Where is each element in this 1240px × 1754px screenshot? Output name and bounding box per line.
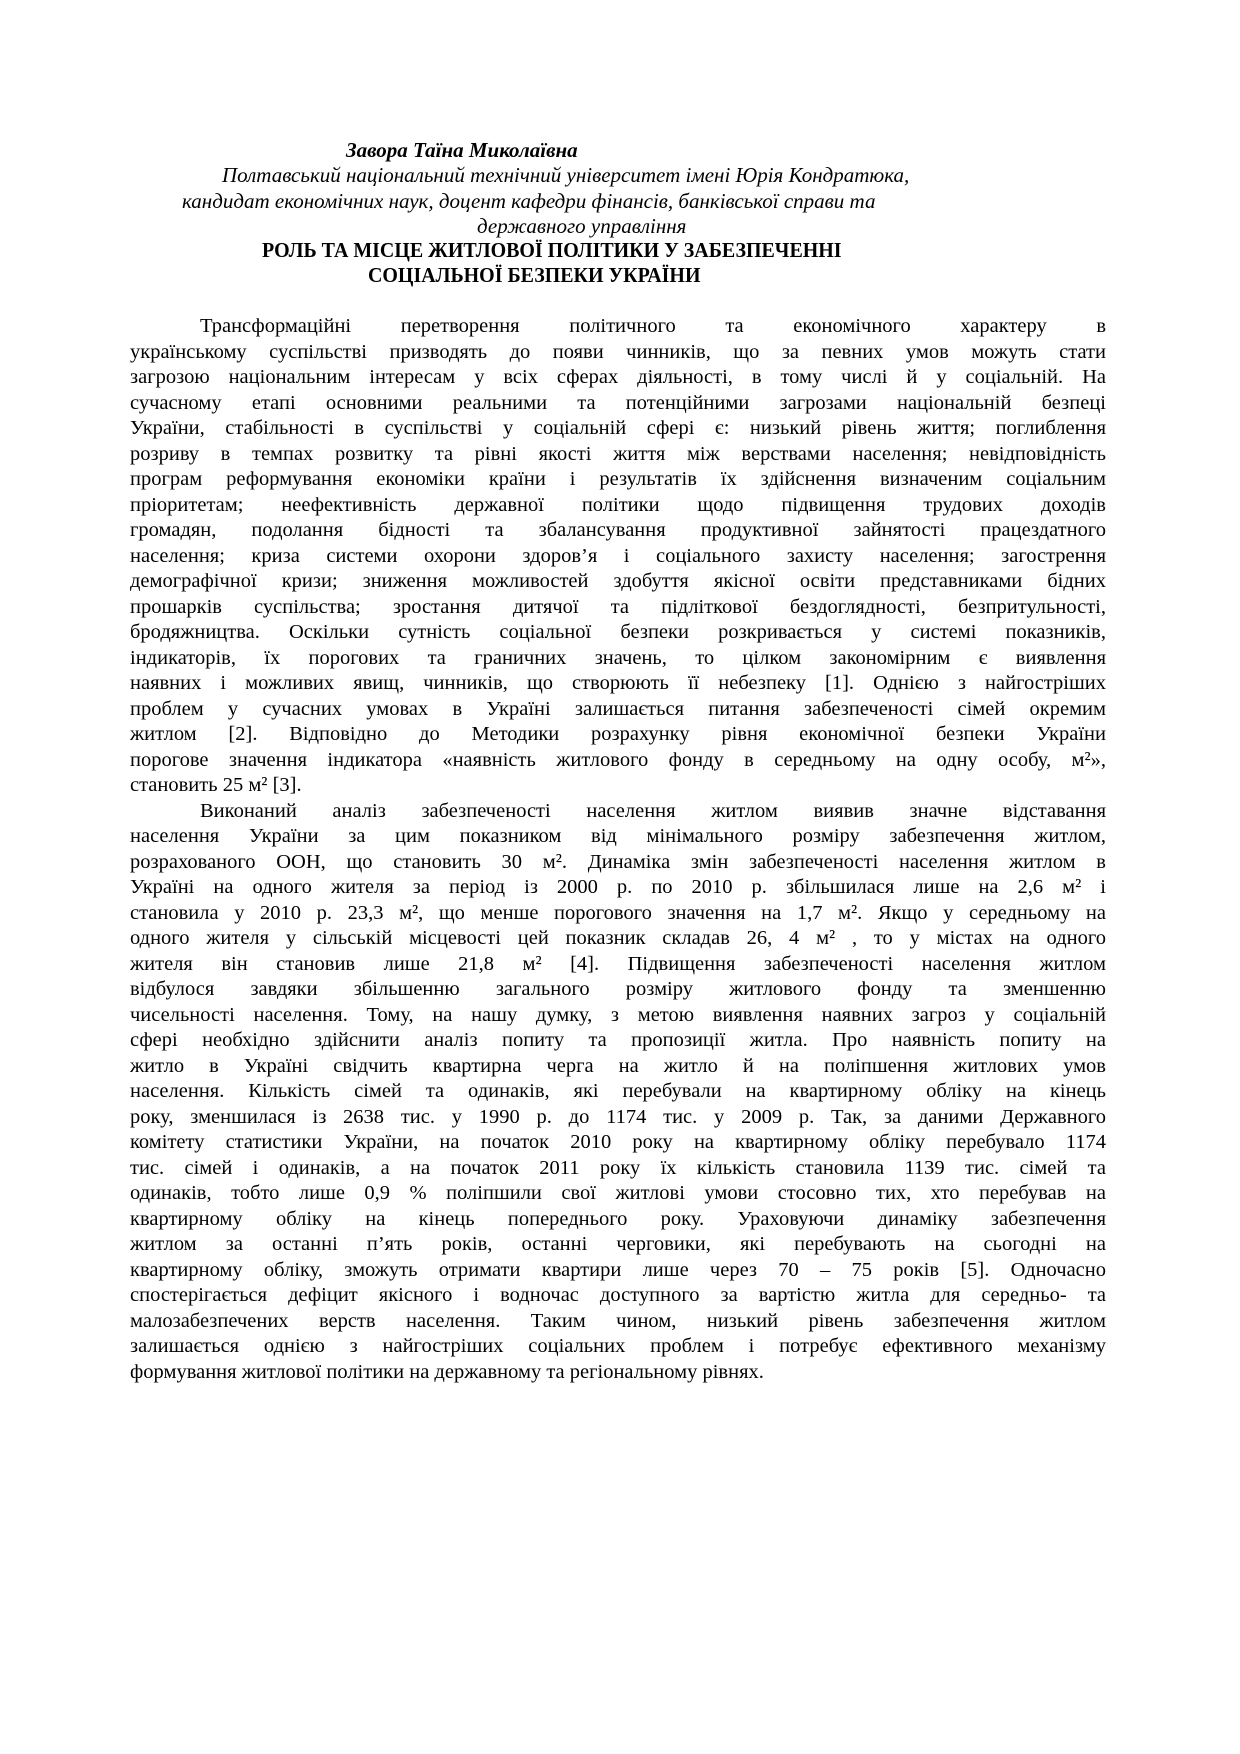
- text-line: квартирному обліку на кінець попереднього року. Ураховуючи динаміку забезпечення: [130, 1207, 1106, 1230]
- text-line: Трансформаційні перетворення політичного та економічного характеру в: [200, 315, 1106, 337]
- text-line: українському суспільстві призводять до появи чинників, що за певних умов можуть стати: [130, 340, 1106, 363]
- text-line: населення; криза системи охорони здоров’я і соціального захисту населення; загострення: [130, 544, 1106, 567]
- text-line: бродяжництва. Оскільки сутність соціальної безпеки розкривається у системі показників,: [130, 621, 1106, 643]
- text-line: прошарків суспільства; зростання дитячої та підліткової бездоглядності, безпритульності,: [130, 595, 1106, 618]
- text-line: сучасному етапі основними реальними та потенційними загрозами національній безпеці: [130, 391, 1106, 414]
- text-line: залишається однією з найгостріших соціальних проблем і потребує ефективного механізму: [130, 1335, 1106, 1357]
- text-line: становила у 2010 р. 23,3 м², що менше порогового значення на 1,7 м². Якщо у середньому на: [130, 901, 1106, 924]
- text-line: населення України за цим показником від мінімального розміру забезпечення житлом,: [130, 825, 1106, 847]
- text-line: відбулося завдяки збільшенню загального розміру житлового фонду та зменшенню: [130, 978, 1106, 1000]
- article-body: [130, 314, 1106, 1385]
- text-line: житлом [2]. Відповідно до Методики розрахунку рівня економічної безпеки України: [130, 723, 1106, 745]
- text-line: одинаків, тобто лише 0,9 % поліпшили свої житлові умови стосовно тих, хто перебував на: [130, 1182, 1106, 1204]
- affiliation-line: кандидат економічних наук, доцент кафедри фінансів, банківської справи та: [182, 189, 876, 213]
- text-line: розриву в темпах розвитку та рівні якості життя між верствами населення; невідповідність: [130, 442, 1106, 465]
- text-line: тис. сімей і одинаків, а на початок 2011 року їх кількість становила 1139 тис. сімей та: [130, 1156, 1106, 1179]
- text-line: Виконаний аналіз забезпеченості населення житлом виявив значне відставання: [200, 799, 1106, 822]
- text-line: формування житлової політики на державному та регіональному рівнях.: [130, 1360, 764, 1383]
- text-line: порогове значення індикатора «наявність житлового фонду в середньому на одну особу, м²»,: [130, 748, 1106, 771]
- text-line: малозабезпечених верств населення. Таким чином, низький рівень забезпечення житлом: [130, 1309, 1106, 1332]
- text-line: сфері необхідно здійснити аналіз попиту та пропозиції житла. Про наявність попиту на: [130, 1029, 1106, 1051]
- text-line: наявних і можливих явищ, чинників, що створюють її небезпеку [1]. Однією з найгостріших: [130, 672, 1106, 694]
- text-line: проблем у сучасних умовах в Україні залишається питання забезпеченості сімей окремим: [130, 697, 1106, 720]
- text-line: комітету статистики України, на початок 2010 року на квартирному обліку перебувало 1174: [130, 1131, 1106, 1153]
- affiliation-line: Полтавський національний технічний університет імені Юрія Кондратюка,: [222, 163, 910, 187]
- text-line: квартирному обліку, зможуть отримати квартири лише через 70 – 75 років [5]. Одночасно: [130, 1258, 1106, 1281]
- text-line: становить 25 м² [3].: [130, 774, 302, 796]
- text-line: України, стабільності в суспільстві у соціальній сфері є: низький рівень життя; поглиблення: [130, 417, 1106, 439]
- affiliation-line: державного управління: [477, 214, 687, 238]
- article-title: СОЦІАЛЬНОЇ БЕЗПЕКИ УКРАЇНИ: [368, 263, 701, 287]
- paragraph: [130, 799, 1106, 1386]
- author-name: Завора Таїна Миколаївна: [346, 138, 578, 162]
- text-line: житлом за останні п’ять років, останні черговики, які перебувають на сьогодні на: [130, 1233, 1106, 1255]
- text-line: програм реформування економіки країни і результатів їх здійснення визначеним соціальним: [130, 468, 1106, 490]
- text-line: індикаторів, їх порогових та граничних значень, то цілком закономірним є виявлення: [130, 646, 1106, 669]
- text-line: розрахованого ООН, що становить 30 м². Динаміка змін забезпеченості населення житлом в: [130, 850, 1106, 873]
- text-line: загрозою національним інтересам у всіх сферах діяльності, в тому числі й у соціальній. На: [130, 366, 1106, 388]
- text-line: населення. Кількість сімей та одинаків, які перебували на квартирному обліку на кінець: [130, 1080, 1106, 1102]
- text-line: року, зменшилася із 2638 тис. у 1990 р. до 1174 тис. у 2009 р. Так, за даними Державного: [130, 1105, 1106, 1128]
- text-line: одного жителя у сільській місцевості цей показник складав 26, 4 м² , то у містах на одного: [130, 927, 1106, 949]
- text-line: Україні на одного жителя за період із 2000 р. по 2010 р. збільшилася лише на 2,6 м² і: [130, 876, 1106, 898]
- text-line: житло в Україні свідчить квартирна черга на житло й на поліпшення житлових умов: [130, 1054, 1106, 1077]
- text-line: пріоритетам; неефективність державної політики щодо підвищення трудових доходів: [130, 493, 1106, 516]
- paragraph: [130, 314, 1106, 799]
- text-line: демографічної кризи; зниження можливостей здобуття якісної освіти представниками бідних: [130, 570, 1106, 592]
- text-line: жителя він становив лише 21,8 м² [4]. Підвищення забезпеченості населення житлом: [130, 952, 1106, 975]
- text-line: спостерігається дефіцит якісного і водночас доступного за вартістю житла для середньо- та: [130, 1284, 1106, 1306]
- text-line: громадян, подолання бідності та збалансування продуктивної зайнятості працездатного: [130, 519, 1106, 541]
- article-title: РОЛЬ ТА МІСЦЕ ЖИТЛОВОЇ ПОЛІТИКИ У ЗАБЕЗПЕЧЕННІ: [262, 238, 842, 262]
- text-line: чисельності населення. Тому, на нашу думку, з метою виявлення наявних загроз у соціальній: [130, 1003, 1106, 1026]
